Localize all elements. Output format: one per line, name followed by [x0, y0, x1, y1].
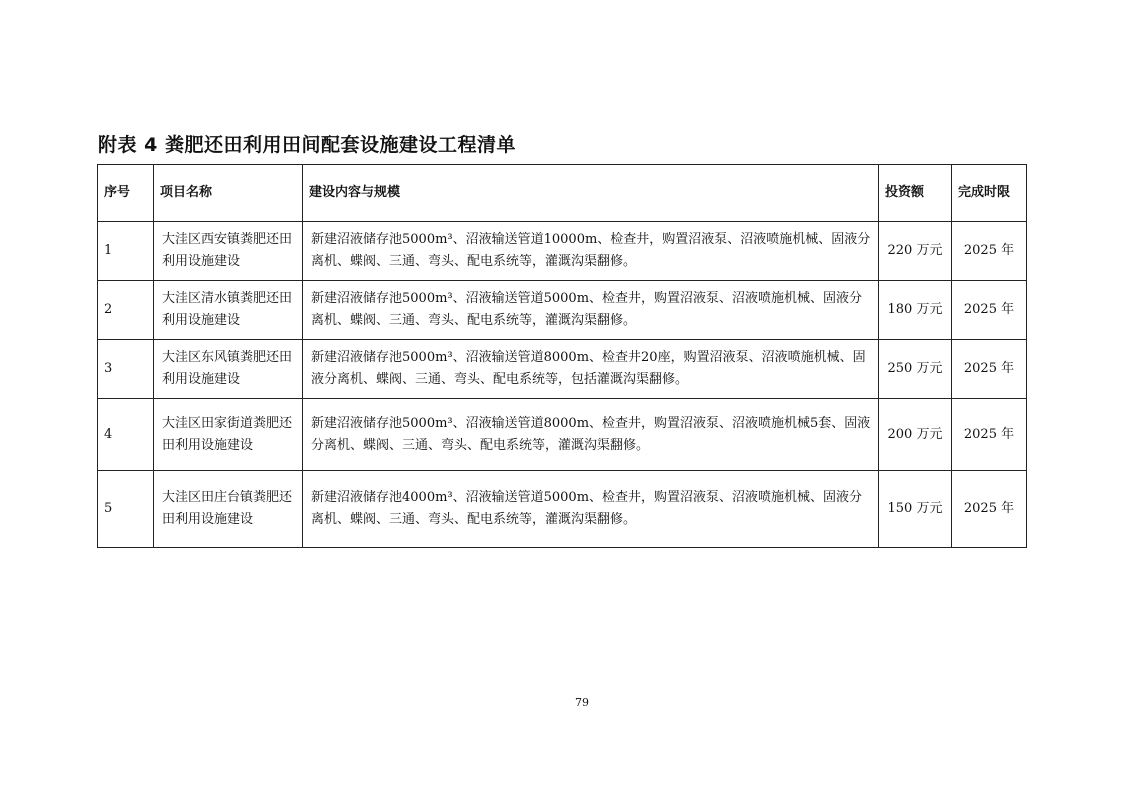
row-no: 4	[98, 399, 154, 471]
table-row	[98, 281, 1027, 340]
table-row	[98, 471, 1027, 548]
row-content: 新建沼液储存池5000m³、沼液输送管道8000m、检查井20座，购置沼液泵、沼液喷施机械、固液分离机、蝶阀、三通、弯头、配电系统等，包括灌溉沟渠翻修。	[303, 340, 879, 399]
row-no: 5	[98, 471, 154, 548]
table-row	[98, 399, 1027, 471]
header-project-name: 项目名称	[154, 165, 303, 222]
row-content: 新建沼液储存池5000m³、沼液输送管道8000m、检查井，购置沼液泵、沼液喷施机械5套、固液分离机、蝶阀、三通、弯头、配电系统等，灌溉沟渠翻修。	[303, 399, 879, 471]
row-content: 新建沼液储存池5000m³、沼液输送管道10000m、检查井，购置沼液泵、沼液喷施机械、固液分离机、蝶阀、三通、弯头、配电系统等，灌溉沟渠翻修。	[303, 222, 879, 281]
row-investment: 220 万元	[879, 222, 952, 281]
row-investment: 200 万元	[879, 399, 952, 471]
row-deadline: 2025 年	[952, 222, 1027, 281]
row-project-name: 大洼区西安镇粪肥还田利用设施建设	[154, 222, 303, 281]
row-deadline: 2025 年	[952, 281, 1027, 340]
row-deadline: 2025 年	[952, 471, 1027, 548]
row-investment: 150 万元	[879, 471, 952, 548]
row-project-name: 大洼区田庄台镇粪肥还田利用设施建设	[154, 471, 303, 548]
row-investment: 180 万元	[879, 281, 952, 340]
row-no: 3	[98, 340, 154, 399]
row-no: 2	[98, 281, 154, 340]
header-no: 序号	[98, 165, 154, 222]
row-content: 新建沼液储存池5000m³、沼液输送管道5000m、检查井，购置沼液泵、沼液喷施机械、固液分离机、蝶阀、三通、弯头、配电系统等，灌溉沟渠翻修。	[303, 281, 879, 340]
project-table	[97, 164, 1027, 548]
row-content: 新建沼液储存池4000m³、沼液输送管道5000m、检查井，购置沼液泵、沼液喷施机械、固液分离机、蝶阀、三通、弯头、配电系统等，灌溉沟渠翻修。	[303, 471, 879, 548]
header-investment: 投资额	[879, 165, 952, 222]
row-no: 1	[98, 222, 154, 281]
row-investment: 250 万元	[879, 340, 952, 399]
row-project-name: 大洼区清水镇粪肥还田利用设施建设	[154, 281, 303, 340]
row-project-name: 大洼区田家街道粪肥还田利用设施建设	[154, 399, 303, 471]
header-deadline: 完成时限	[952, 165, 1027, 222]
page-number: 79	[575, 696, 589, 709]
page-title: 附表 4 粪肥还田利用田间配套设施建设工程清单	[98, 134, 516, 156]
table-header-row	[98, 165, 1027, 222]
row-deadline: 2025 年	[952, 399, 1027, 471]
table-row	[98, 340, 1027, 399]
table-row	[98, 222, 1027, 281]
header-content: 建设内容与规模	[303, 165, 879, 222]
row-deadline: 2025 年	[952, 340, 1027, 399]
row-project-name: 大洼区东风镇粪肥还田利用设施建设	[154, 340, 303, 399]
